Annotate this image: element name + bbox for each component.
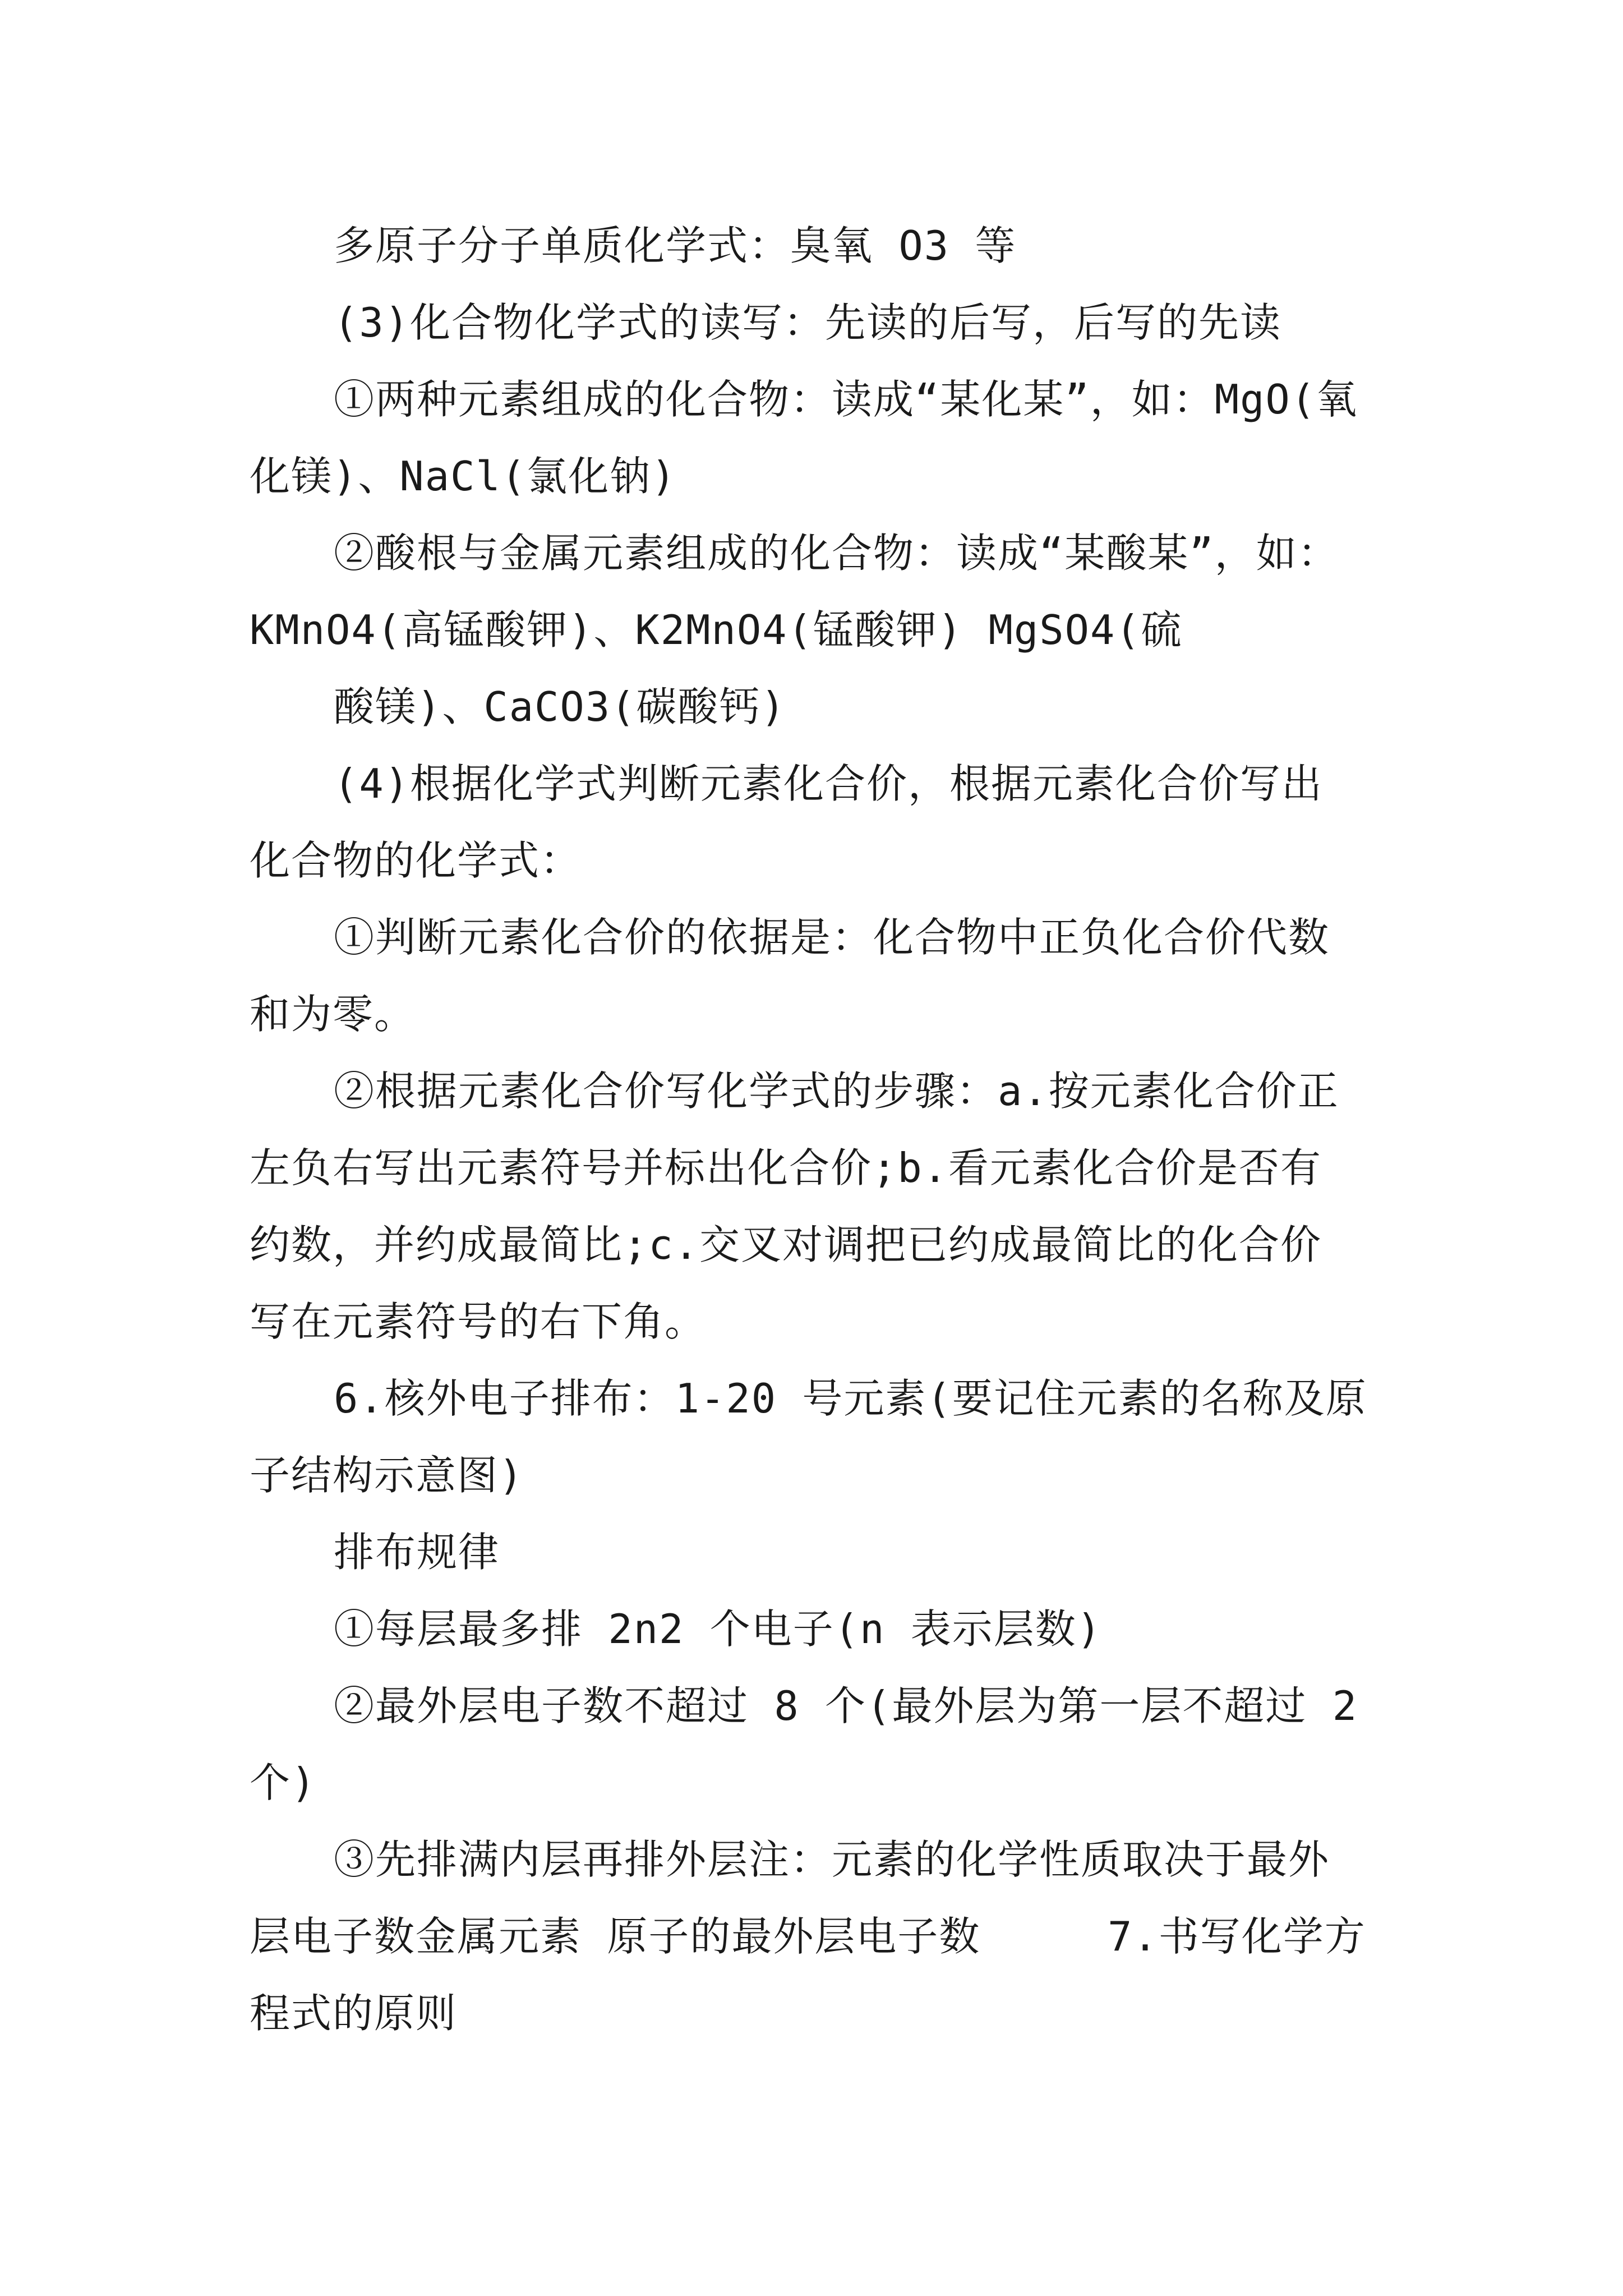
text-line: 多原子分子单质化学式：臭氧 O3 等 <box>334 222 1017 269</box>
text-line: ①两种元素组成的化合物：读成“某化某”，如：MgO(氧 <box>334 376 1358 423</box>
text-line: 写在元素符号的右下角。 <box>250 1298 707 1345</box>
text-line: (4)根据化学式判断元素化合价，根据元素化合价写出 <box>334 760 1324 807</box>
text-line: 约数，并约成最简比;c.交叉对调把已约成最简比的化合价 <box>250 1221 1322 1268</box>
text-line: 左负右写出元素符号并标出化合价;b.看元素化合价是否有 <box>250 1144 1322 1191</box>
text-line: 酸镁)、CaCO3(碳酸钙) <box>334 683 786 730</box>
text-line: KMnO4(高锰酸钾)、K2MnO4(锰酸钾) MgSO4(硫 <box>250 606 1183 654</box>
text-line: 程式的原则 <box>250 1990 458 2037</box>
text-line: 层电子数金属元素 原子的最外层电子数 7.书写化学方 <box>250 1913 1366 1960</box>
text-line: (3)化合物化学式的读写：先读的后写，后写的先读 <box>334 299 1282 346</box>
text-line: ②酸根与金属元素组成的化合物：读成“某酸某”，如： <box>334 530 1339 577</box>
text-line: 化镁)、NaCl(氯化钠) <box>250 453 677 500</box>
text-line: 子结构示意图) <box>250 1452 524 1499</box>
text-line: ②最外层电子数不超过 8 个(最外层为第一层不超过 2 <box>334 1682 1358 1729</box>
text-line: ①判断元素化合价的依据是：化合物中正负化合价代数 <box>334 914 1330 961</box>
text-line: 排布规律 <box>334 1529 500 1576</box>
text-line: ②根据元素化合价写化学式的步骤：a.按元素化合价正 <box>334 1068 1339 1115</box>
text-line: 和为零。 <box>250 991 416 1038</box>
text-line: ①每层最多排 2n2 个电子(n 表示层数) <box>334 1605 1103 1653</box>
document-body <box>250 208 1382 2052</box>
text-line: 6.核外电子排布：1-20 号元素(要记住元素的名称及原 <box>334 1375 1367 1422</box>
text-line: 化合物的化学式： <box>250 837 582 884</box>
text-line: 个) <box>250 1759 317 1806</box>
text-line: ③先排满内层再排外层注：元素的化学性质取决于最外 <box>334 1836 1330 1883</box>
